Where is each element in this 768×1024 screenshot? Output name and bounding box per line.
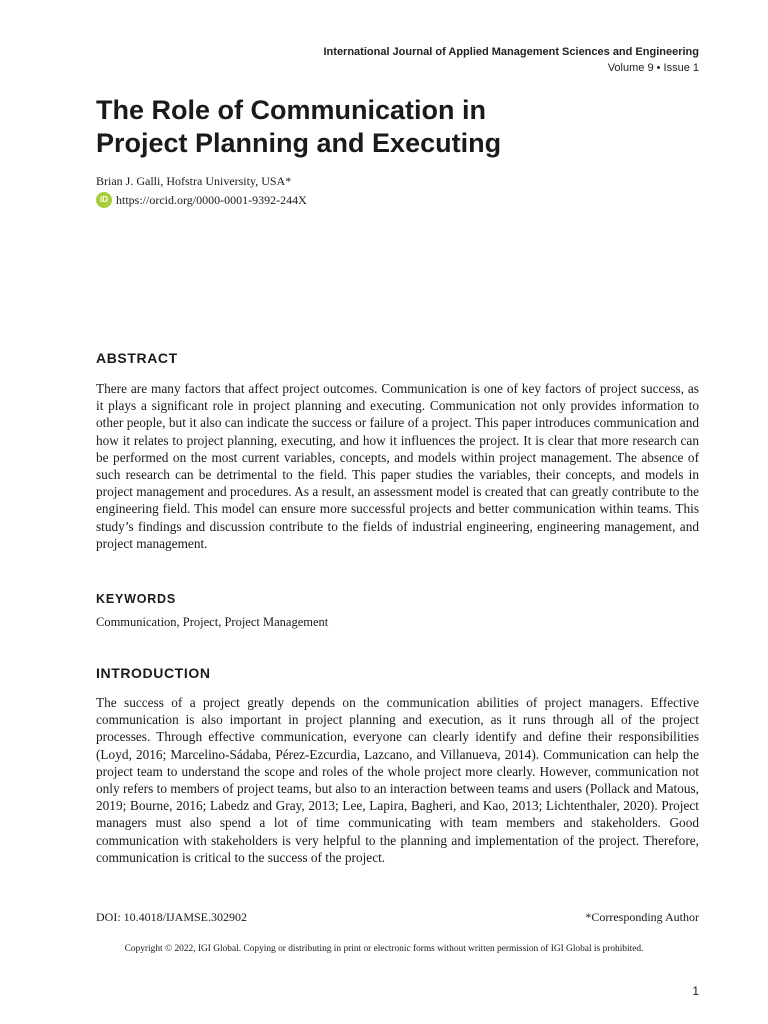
keywords-text: Communication, Project, Project Management (96, 615, 329, 629)
paper-title-line-2: Project Planning and Executing (96, 128, 502, 158)
corresponding-author-note: *Corresponding Author (585, 910, 699, 924)
journal-volume: Volume 9 • Issue 1 (607, 62, 699, 74)
orcid-link[interactable] (96, 192, 307, 208)
copyright-notice: Copyright © 2022, IGI Global. Copying or distributing in print or electronic forms without written permission of IGI Global is prohibited. (124, 944, 644, 954)
paper-title (96, 94, 696, 160)
abstract-heading: ABSTRACT (96, 350, 178, 366)
journal-name: International Journal of Applied Management Sciences and Engineering (323, 46, 699, 58)
introduction-heading: INTRODUCTION (96, 665, 211, 681)
orcid-url[interactable]: https://orcid.org/0000-0001-9392-244X (116, 193, 307, 207)
doi: DOI: 10.4018/IJAMSE.302902 (96, 910, 248, 924)
journal-header (324, 44, 700, 76)
abstract-text: There are many factors that affect project outcomes. Communication is one of key factors of project success, as it plays a significant role in project planning and executing. Communication not only provides information to other people, but it also can indicate the success or failure of a project. This paper introduces communication and how it relates to project planning, executing, and how it influences the project. It is clear that more research can be performed on the most current variables, concepts, and models within project management. The absence of such research can be detrimental to the field. This paper studies the variables, their concepts, and models in project management and procedures. As a result, an assessment model is created that can greatly contribute to the engineering field. This model can ensure more successful projects and better communication within teams. This study’s findings and discussion contribute to the fields of industrial engineering, engineering management, and project management. (96, 381, 699, 551)
introduction-text: The success of a project greatly depends on the communication abilities of project managers. Effective communication is also important in project planning and execution, as it runs through all of the project processes. Through effective communication, everyone can clearly identify and define their responsibilities (Loyd, 2016; Marcelino-Sádaba, Pérez-Ezcurdia, Lazcano, and Villanueva, 2014). Communication can help the project team to understand the scope and roles of the whole project more clearly. However, communication not only refers to members of project teams, but also to an interaction between teams and users (Pollack and Matous, 2019; Bourne, 2016; Labedz and Gray, 2013; Lee, Lapira, Bagheri, and Kao, 2013; Lichtenthaler, 2020). Project managers must also spend a lot of time communicating with team members and stakeholders. Good communication with stakeholders is very helpful to the planning and implementation of the project. Therefore, communication is critical to the success of the project. (96, 695, 699, 865)
author-line: Brian J. Galli, Hofstra University, USA* (96, 174, 292, 188)
keywords-heading: KEYWORDS (96, 592, 177, 606)
orcid-icon: iD (96, 192, 112, 208)
page-number: 1 (692, 984, 699, 998)
paper-title-line-1: The Role of Communication in (96, 95, 486, 125)
